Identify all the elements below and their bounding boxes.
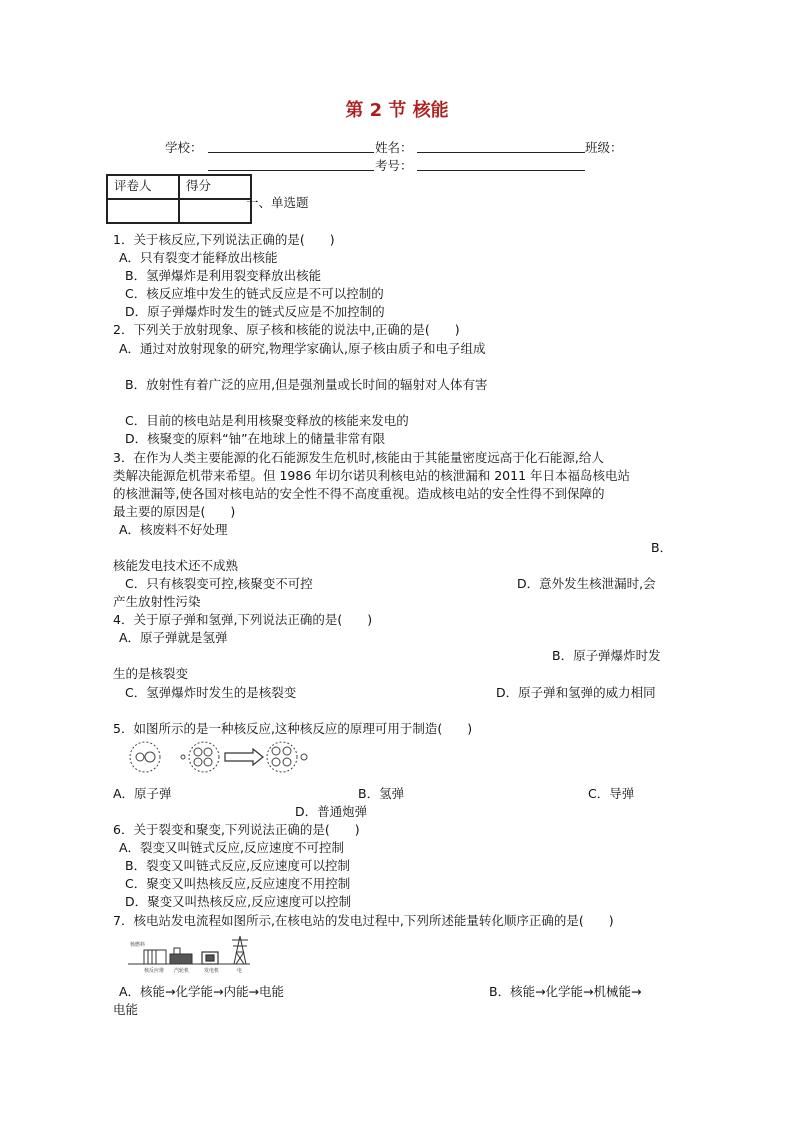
q6-option-d[interactable]: D．聚变又叫热核反应,反应速度可以控制 <box>125 894 352 909</box>
q3-stem-line4: 最主要的原因是( ) <box>113 504 236 519</box>
page-title: 第 2 节 核能 <box>345 100 449 121</box>
q6-option-b[interactable]: B．裂变又叫链式反应,反应速度可以控制 <box>125 858 351 873</box>
grader-cell[interactable] <box>107 199 179 223</box>
q4-stem: 4．关于原子弹和氢弹,下列说法正确的是( ) <box>113 612 373 627</box>
school-field[interactable] <box>208 152 374 153</box>
arrow-icon <box>225 749 263 765</box>
q1-option-c[interactable]: C．核反应堆中发生的链式反应是不可以控制的 <box>125 286 384 301</box>
q3-option-d-tail[interactable]: 产生放射性污染 <box>113 594 201 609</box>
name-field[interactable] <box>417 152 585 153</box>
q7-stem: 7．核电站发电流程如图所示,在核电站的发电过程中,下列所述能量转化顺序正确的是( ) <box>113 913 614 928</box>
q5-stem: 5．如图所示的是一种核反应,这种核反应的原理可用于制造( ) <box>113 721 473 736</box>
label-power: 电 <box>237 968 243 974</box>
q4-option-a[interactable]: A．原子弹就是氢弹 <box>119 630 228 645</box>
q1-stem: 1．关于核反应,下列说法正确的是( ) <box>113 232 335 247</box>
q2-option-d[interactable]: D．核聚变的原料“铀”在地球上的储量非常有限 <box>125 431 386 446</box>
nucleus-1-icon <box>130 742 160 772</box>
power-plant-diagram <box>128 932 258 976</box>
q4-option-d[interactable]: D．原子弹和氢弹的威力相同 <box>496 685 656 700</box>
q3-option-b-letter[interactable]: B． <box>651 540 673 555</box>
q4-option-b[interactable]: B．原子弹爆炸时发 <box>552 648 661 663</box>
q5-option-a[interactable]: A．原子弹 <box>113 786 172 801</box>
q2-option-b[interactable]: B．放射性有着广泛的应用,但是强剂量或长时间的辐射对人体有害 <box>125 377 488 392</box>
q1-option-a[interactable]: A．只有裂变才能释放出核能 <box>119 250 278 265</box>
nucleus-3-icon <box>267 742 307 772</box>
grader-header: 评卷人 <box>107 175 179 199</box>
exam-no-field[interactable] <box>417 170 585 171</box>
q6-option-a[interactable]: A．裂变又叫链式反应,反应速度不可控制 <box>119 840 345 855</box>
q7-option-b[interactable]: B．核能→化学能→机械能→ <box>489 984 642 999</box>
score-header: 得分 <box>179 175 251 199</box>
q3-stem-line3: 的核泄漏等,使各国对核电站的安全性不得不高度重视。造成核电站的安全性得不到保障的 <box>113 486 605 501</box>
q3-option-a[interactable]: A．核废料不好处理 <box>119 522 228 537</box>
section-heading: 一、单选题 <box>246 195 309 210</box>
school-label: 学校： <box>165 140 203 155</box>
q3-stem-line1: 3．在作为人类主要能源的化石能源发生危机时,核能由于其能量密度远高于化石能源,给人 <box>113 450 604 465</box>
score-cell[interactable] <box>179 199 251 223</box>
q3-stem-line2: 类解决能源危机带来希望。但 1986 年切尔诺贝利核电站的核泄漏和 2011 年日本福岛核电站 <box>113 468 631 483</box>
q3-option-c[interactable]: C．只有核裂变可控,核聚变不可控 <box>125 576 313 591</box>
q6-option-c[interactable]: C．聚变又叫热核反应,反应速度不用控制 <box>125 876 351 891</box>
q7-option-a[interactable]: A．核能→化学能→内能→电能 <box>119 984 284 999</box>
q2-option-c[interactable]: C．目前的核电站是利用核聚变释放的核能来发电的 <box>125 413 409 428</box>
label-reactor: 核反应堆 <box>144 968 165 974</box>
exam-no-label: 考号： <box>375 158 413 173</box>
q5-option-d[interactable]: D．普通炮弹 <box>295 804 368 819</box>
label-generator: 发电机 <box>204 968 220 974</box>
q3-option-b-text[interactable]: 核能发电技术还不成熟 <box>113 558 239 573</box>
name-label: 姓名： <box>375 140 413 155</box>
q4-option-c[interactable]: C．氢弹爆炸时发生的是核裂变 <box>125 685 297 700</box>
q1-option-b[interactable]: B．氢弹爆炸是利用裂变释放出核能 <box>125 268 322 283</box>
turbine-icon <box>170 948 192 964</box>
tower-icon <box>232 936 248 964</box>
label-turbine: 汽轮机 <box>174 968 190 974</box>
class-label: 班级： <box>585 140 623 155</box>
generator-icon <box>202 952 218 964</box>
label-fuel: 核燃料 <box>130 942 146 948</box>
q2-option-a[interactable]: A．通过对放射现象的研究,物理学家确认,原子核由质子和电子组成 <box>119 341 486 356</box>
nucleus-2-icon <box>181 742 219 772</box>
q5-option-b[interactable]: B．氢弹 <box>358 786 405 801</box>
q1-option-d[interactable]: D．原子弹爆炸时发生的链式反应是不加控制的 <box>125 304 385 319</box>
q3-option-d[interactable]: D．意外发生核泄漏时,会 <box>517 576 656 591</box>
fission-diagram <box>128 738 318 776</box>
score-table <box>106 174 252 224</box>
q6-stem: 6．关于裂变和聚变,下列说法正确的是( ) <box>113 822 360 837</box>
class-field[interactable] <box>208 170 374 171</box>
q7-option-b-tail[interactable]: 电能 <box>113 1002 139 1017</box>
q2-stem: 2．下列关于放射现象、原子核和核能的说法中,正确的是( ) <box>113 322 460 337</box>
reactor-icon <box>144 950 166 964</box>
q5-option-c[interactable]: C．导弹 <box>588 786 635 801</box>
q4-option-b-tail[interactable]: 生的是核裂变 <box>113 666 189 681</box>
